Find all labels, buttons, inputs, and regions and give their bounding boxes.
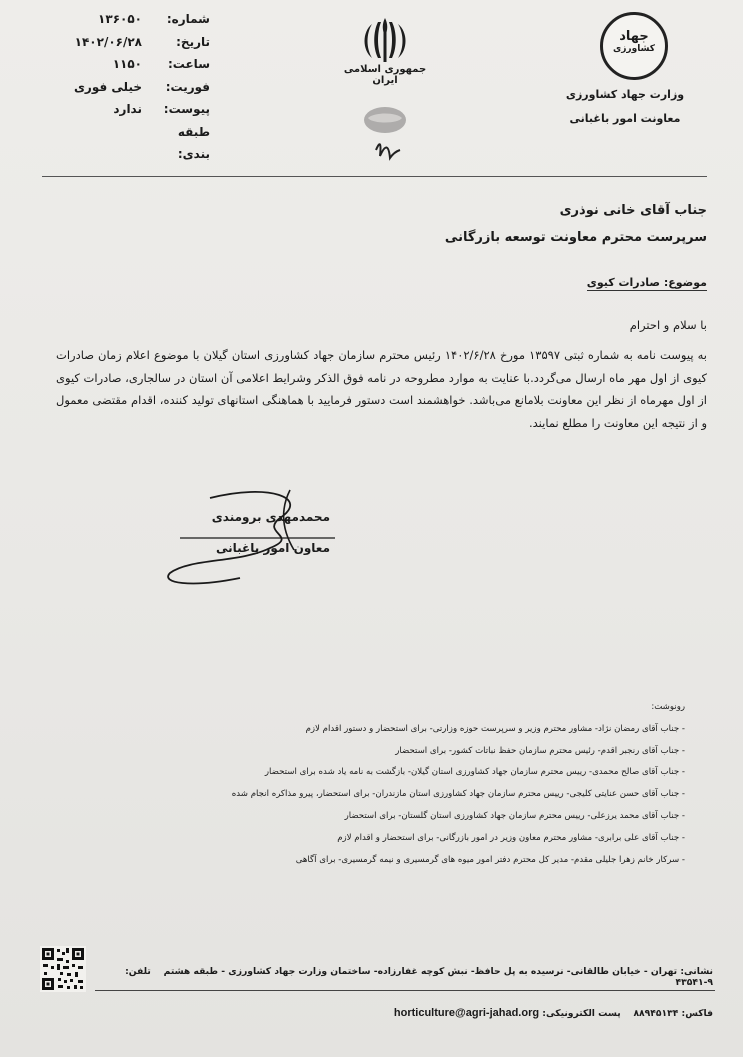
copy-recipient: - جناب آقای حسن عنایتی کلیجی- رییس محترم سازمان جهاد کشاورزی استان مازندران- برای استحضار، پیرو مذاکره انجام شده [231,789,685,800]
logo-text-jahad: جهاد [619,29,649,44]
footer-email-link[interactable]: horticulture@agri-jahad.org [393,1007,540,1019]
header-divider [42,176,707,177]
copy-recipient: - جناب آقای محمد یرزعلی- رییس محترم سازمان جهاد کشاورزی استان گلستان- برای استحضار [344,810,685,821]
footer-address-line [96,966,713,988]
meta-attachment: پیوست: ندارد [113,102,210,116]
meta-urgency: فوریت: خیلی فوری [73,79,210,94]
footer-divider [95,990,715,991]
greeting: با سلام و احترام [629,318,707,332]
meta-classification: طبقه بندی: [177,124,210,161]
copies-list [200,697,685,871]
iran-emblem-icon [330,10,440,170]
ministry-name: وزارت جهاد کشاورزی [565,88,685,101]
meta-number: شماره: ۱۳۶۰۵۰ [98,12,210,26]
copies-heading: رونوشت: [651,702,685,712]
footer-phone: تلفن: ۹-۴۳۵۴۱ [125,966,713,988]
footer-fax: فاکس: ۸۸۹۴۵۱۳۴ [633,1008,713,1019]
signer-name: محمدمهدی برومندی [211,510,330,524]
qr-code-icon [40,946,86,992]
signer-title: معاون امور باغبانی [216,541,330,555]
meta-date: تاریخ: ۱۴۰۲/۰۶/۲۸ [74,34,210,49]
handwritten-signature [150,478,350,598]
letter-metadata [30,8,210,166]
letter-subject: موضوع: صادرات کیوی [586,276,707,289]
logo-text-keshavarzi: کشاورزی [613,44,655,54]
deputy-name: معاونت امور باغبانی [569,112,681,125]
copy-recipient: - جناب آقای صالح محمدی- رییس محترم سازمان جهاد کشاورزی استان گیلان- بازگشت به نامه یاد شده برای استحضار [264,767,685,778]
emblem-caption: جمهوری اسلامی ایران [343,64,427,86]
copy-recipient: - سرکار خانم زهرا جلیلی مقدم- مدیر کل محترم دفتر امور میوه های گرمسیری و نیمه گرمسیری- برای آگاهی [295,854,685,865]
copy-recipient: - جناب آقای رنجبر اقدم- رئیس محترم سازمان حفظ نباتات کشور- برای استحضار [395,745,685,756]
footer-contact-line [96,1007,713,1019]
recipient-name: جناب آقای خانی نوذری [559,203,707,218]
copy-recipient: - جناب آقای رمضان نژاد- مشاور محترم وزیر و سرپرست حوزه وزارتی- برای استحضار و دستور اقدام لازم [305,723,685,734]
footer-email-label: پست الکترونیکی: [542,1008,621,1019]
recipient-title: سرپرست محترم معاونت توسعه بازرگانی [444,230,707,245]
footer-address: نشانی: تهران - خیابان طالقانی- نرسیده به پل حافظ- نبش کوچه غفارزاده- ساختمان وزارت جهاد کشاورزی - طبقه هشتم [163,966,713,977]
ministry-logo [600,12,668,80]
copy-recipient: - جناب آقای علی برابری- مشاور محترم معاون وزیر در امور بازرگانی- برای استحضار و اقدام لازم [337,832,685,843]
meta-time: ساعت: ۱۱۵۰ [112,57,210,71]
letter-body: به پیوست نامه به شماره ثبتی ۱۳۵۹۷ مورخ ۱۴۰۲/۶/۲۸ رئیس محترم سازمان جهاد کشاورزی استان گیلان با موضوع اعلام زمان صادرات کیوی از اول مهر ماه ارسال می‌گردد.با عنایت به موارد مطروحه در نامه فوق الذکر وشرایط اعلامی آن استان در سالجاری، صادرات کیوی از اول مهرماه از نظر این معاونت بلامانع می‌باشد. خواهشمند است دستور فرمایید با هماهنگی استانهای تولید کننده، اقدام مقتضی معمول و از نتیجه این معاونت را مطلع نمایند. [56,348,707,430]
